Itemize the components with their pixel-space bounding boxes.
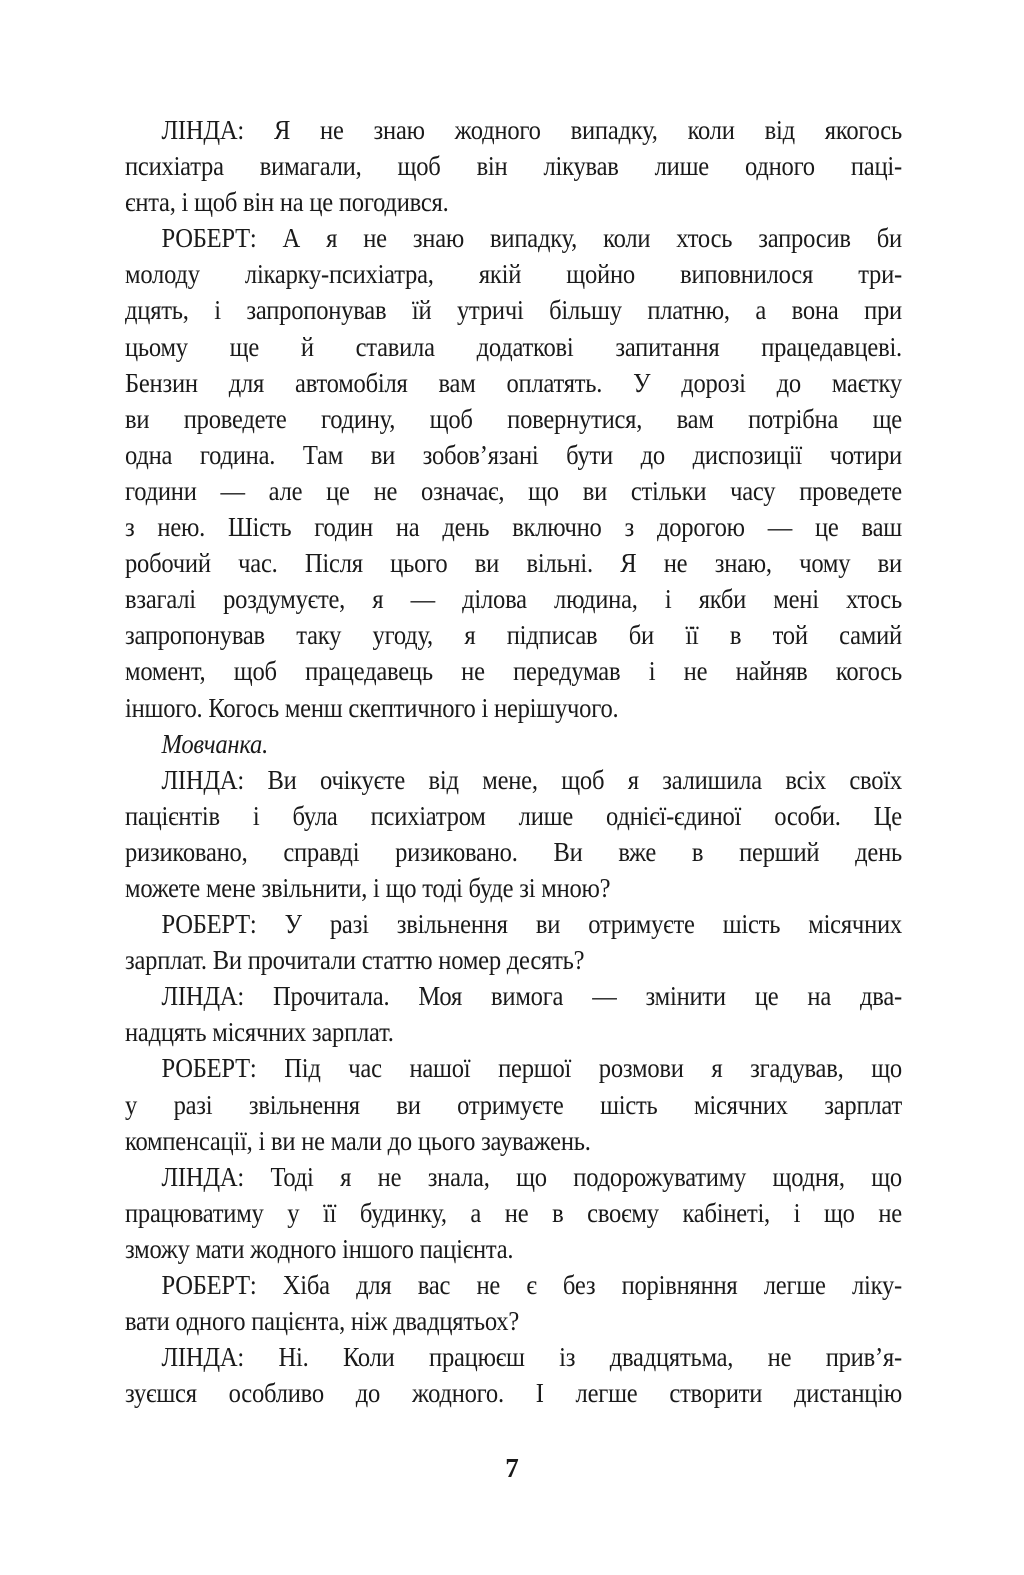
text-line: ЛІНДА: Ви очікуєте від мене, щоб я залишила всіх своїх: [161, 763, 902, 795]
text-line: ЛІНДА: Прочитала. Моя вимога — змінити це на два-: [161, 980, 902, 1012]
stage-direction-line: Мовчанка.: [161, 727, 269, 759]
text-line: взагалі роздумуєте, я — ділова людина, і якби мені хтось: [125, 583, 902, 615]
text-line: одна година. Там ви зобов’язані бути до диспозиції чотири: [125, 438, 902, 470]
text-line: можете мене звільнити, і що тоді буде зі мною?: [125, 871, 611, 903]
text-line: зуєшся особливо до жодного. І легше створити дистанцію: [125, 1377, 902, 1409]
text-line: іншого. Когось менш скептичного і нерішучого.: [125, 691, 619, 723]
text-line: запропонував таку угоду, я підписав би її в той самий: [125, 619, 902, 651]
text-line: зарплат. Ви прочитали статтю номер десять?: [125, 944, 585, 976]
text-line: у разі звільнення ви отримуєте шість місячних зарплат: [125, 1088, 902, 1120]
text-line: ризиковано, справді ризиковано. Ви вже в перший день: [125, 835, 902, 867]
text-line: пацієнтів і була психіатром лише однієї-єдиної особи. Це: [125, 799, 902, 831]
text-line: компенсації, і ви не мали до цього зауважень.: [125, 1124, 591, 1156]
text-line: момент, щоб працедавець не передумав і не найняв когось: [125, 655, 902, 687]
text-line: молоду лікарку-психіатра, якій щойно виповнилося три-: [125, 258, 902, 290]
page-body-text: [125, 112, 902, 1411]
text-line: психіатра вимагали, щоб він лікував лише одного паці-: [125, 150, 902, 182]
text-line: ЛІНДА: Ні. Коли працюєш із двадцятьма, не прив’я-: [161, 1341, 902, 1373]
text-line: ЛІНДА: Я не знаю жодного випадку, коли від якогось: [161, 114, 902, 145]
text-line: зможу мати жодного іншого пацієнта.: [125, 1232, 514, 1264]
text-line: ЛІНДА: Тоді я не знала, що подорожуватиму щодня, що: [161, 1160, 902, 1192]
text-line: єнта, і щоб він на це погодився.: [125, 186, 449, 218]
text-line: працюватиму у її будинку, а не в своєму кабінеті, і що не: [125, 1196, 902, 1228]
page-number: 7: [505, 1453, 519, 1483]
text-line: ви проведете годину, щоб повернутися, вам потрібна ще: [125, 402, 902, 434]
text-line: робочий час. Після цього ви вільні. Я не знаю, чому ви: [125, 547, 902, 579]
text-line: вати одного пацієнта, ніж двадцятьох?: [125, 1305, 520, 1337]
text-line: дцять, і запропонував їй утричі більшу платню, а вона при: [125, 294, 902, 326]
text-line: з нею. Шість годин на день включно з дорогою — це ваш: [125, 511, 902, 543]
text-line: РОБЕРТ: У разі звільнення ви отримуєте шість місячних: [161, 908, 902, 940]
text-line: цьому ще й ставила додаткові запитання працедавцеві.: [125, 330, 902, 362]
text-line: РОБЕРТ: Під час нашої першої розмови я згадував, що: [161, 1052, 902, 1084]
text-line: РОБЕРТ: Хіба для вас не є без порівняння легше ліку-: [161, 1269, 902, 1300]
text-line: години — але це не означає, що ви стільки часу проведете: [125, 474, 902, 506]
text-line: Бензин для автомобіля вам оплатять. У дорозі до маєтку: [125, 366, 902, 398]
text-line: РОБЕРТ: А я не знаю випадку, коли хтось запросив би: [161, 222, 902, 254]
text-line: надцять місячних зарплат.: [125, 1016, 394, 1048]
